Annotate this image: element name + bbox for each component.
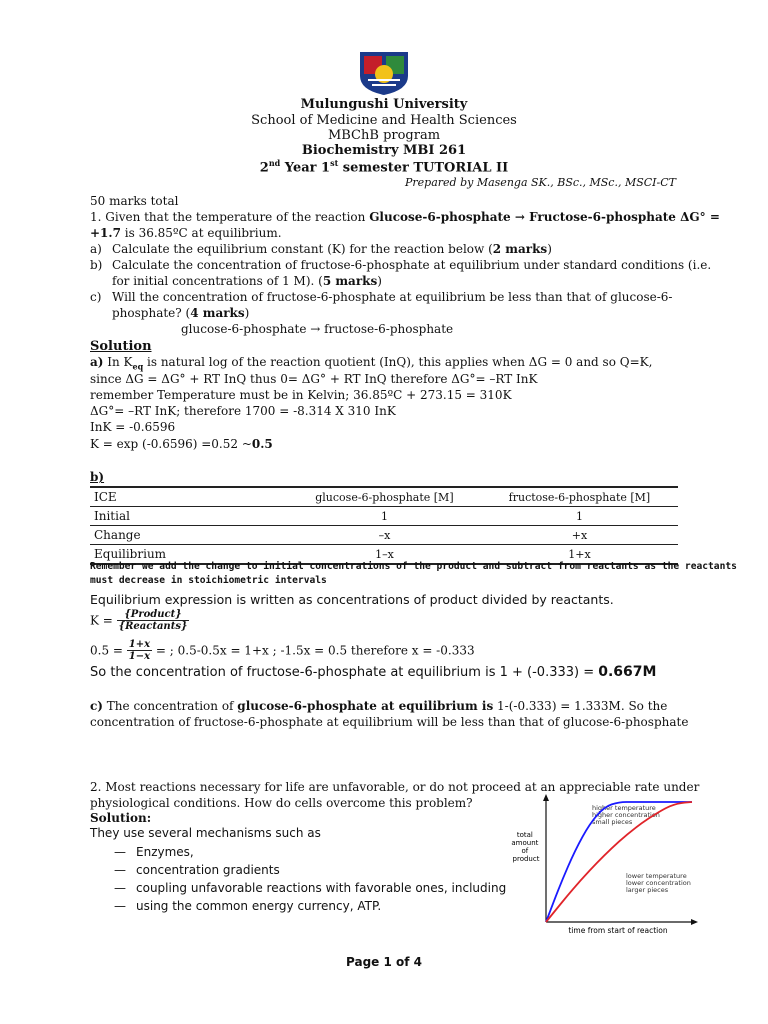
solution-b-label: b) [90, 470, 105, 484]
ice-header-cell: ICE [90, 487, 288, 507]
y-axis-arrow [543, 794, 549, 801]
ice-cell: –x [288, 526, 481, 545]
solution-a-line6: K = exp (-0.6596) =0.52 ~0.5 [90, 437, 273, 451]
q2-line2: physiological conditions. How do cells overcome this problem? [90, 796, 473, 810]
ice-cell: 1 [288, 507, 481, 526]
prepared-by: Prepared by Masenga SK., BSc., MSc., MSCI-CT [405, 176, 676, 189]
ice-note-line2: must decrease in stoichiometric intervals [90, 575, 327, 586]
y-axis-label: total amount of product [511, 831, 540, 863]
ice-cell: 1+x [481, 545, 678, 565]
solution-c-line2: concentration of fructose-6-phosphate at equilibrium will be less than that of glucose-6-phosphate [90, 715, 689, 729]
ice-table-header [90, 487, 678, 507]
ice-cell: 1–x [288, 545, 481, 565]
q1-part-c-cont: phosphate? (4 marks) [112, 306, 250, 320]
q1-reaction: glucose-6-phosphate → fructose-6-phosphate [181, 322, 454, 336]
ice-cell: 1 [481, 507, 678, 526]
page-number: Page 1 of 4 [346, 955, 422, 969]
university-name: Mulungushi University [300, 97, 468, 112]
ice-header-cell: fructose-6-phosphate [M] [481, 487, 678, 507]
q2-line1: 2. Most reactions necessary for life are unfavorable, or do not proceed at an appreciable rate under [90, 780, 700, 794]
q2-list-item: — using the common energy currency, ATP. [114, 899, 382, 913]
ice-table [90, 486, 678, 565]
x-axis-arrow [691, 919, 698, 925]
school-name: School of Medicine and Health Sciences [251, 113, 517, 128]
k-expression: K = $\frac{\text{\{Product\}}}{\text{\{Reactants\}}}$ [90, 609, 188, 632]
ice-cell: Initial [90, 507, 288, 526]
solve-x-line: 0.5 = $\frac{1+x}{1-x}$ = ; 0.5-0.5x = 1+x ; -1.5x = 0.5 therefore x = -0.333 [90, 639, 475, 662]
q2-intro: They use several mechanisms such as [90, 826, 321, 840]
ice-cell: Equilibrium [90, 545, 288, 565]
equilibrium-expression: Equilibrium expression is written as concentrations of product divided by reactants. [90, 592, 614, 607]
q1-intro: 1. Given that the temperature of the reaction Glucose-6-phosphate → Fructose-6-phosphate ΔG° = [90, 210, 720, 224]
solution-heading: Solution [90, 339, 152, 354]
program-name: MBChB program [327, 128, 441, 143]
university-crest-logo [358, 50, 410, 96]
ice-header-cell: glucose-6-phosphate [M] [288, 487, 481, 507]
marks-total: 50 marks total [90, 194, 179, 208]
series-label-high: higher temperature higher concentration small pieces [592, 804, 660, 826]
q2-list-item: — concentration gradients [114, 863, 280, 877]
solution-a-line5: InK = -0.6596 [90, 420, 176, 434]
solution-a-line2: since ΔG = ΔG° + RT InQ thus 0= ΔG° + RT InQ therefore ΔG°= –RT InK [90, 372, 538, 386]
solution-a-line4: ΔG°= –RT InK; therefore 1700 = -8.314 X 310 InK [90, 404, 396, 418]
x-axis-label: time from start of reaction [568, 926, 668, 935]
series-label-low: lower temperature lower concentration larger pieces [626, 872, 691, 894]
q1-part-b-cont: for initial concentrations of 1 M). (5 marks) [112, 274, 382, 288]
ice-row [90, 526, 678, 545]
ice-cell: +x [481, 526, 678, 545]
ice-note-line1: Remember we add the change to initial concentrations of the product and subtract from reactants as the reactants [90, 561, 737, 572]
reaction-rate-chart [500, 792, 700, 936]
q2-list-item: — Enzymes, [114, 845, 194, 859]
ice-cell: Change [90, 526, 288, 545]
solution-a-line3: remember Temperature must be in Kelvin; 36.85ºC + 273.15 = 310K [90, 388, 512, 402]
q1-part-b: b) Calculate the concentration of fructose-6-phosphate at equilibrium under standard conditions (i.e. [90, 258, 712, 272]
q2-list-item: — coupling unfavorable reactions with favorable ones, including [114, 881, 507, 895]
q1-part-c: c) Will the concentration of fructose-6-phosphate at equilibrium be less than that of glucose-6- [90, 290, 673, 304]
q2-solution-heading: Solution: [90, 811, 152, 825]
concentration-result: So the concentration of fructose-6-phosphate at equilibrium is 1 + (-0.333) = 0.667M [90, 664, 657, 680]
solution-a-line1: a) In $K_{eq}$ is natural log of the reaction quotient (InQ), this applies when ΔG = 0 and so Q=K, [90, 355, 653, 372]
solution-c-line1: c) The concentration of glucose-6-phosphate at equilibrium is 1-(-0.333) = 1.333M. So the [90, 699, 668, 713]
ice-row [90, 507, 678, 526]
q1-part-a: a) Calculate the equilibrium constant (K) for the reaction below (2 marks) [90, 242, 552, 256]
q1-intro-cont: +1.7 is 36.85ºC at equilibrium. [90, 226, 282, 240]
semester-title: 2nd Year 1st semester TUTORIAL II [259, 158, 509, 176]
course-title: Biochemistry MBI 261 [301, 143, 467, 158]
